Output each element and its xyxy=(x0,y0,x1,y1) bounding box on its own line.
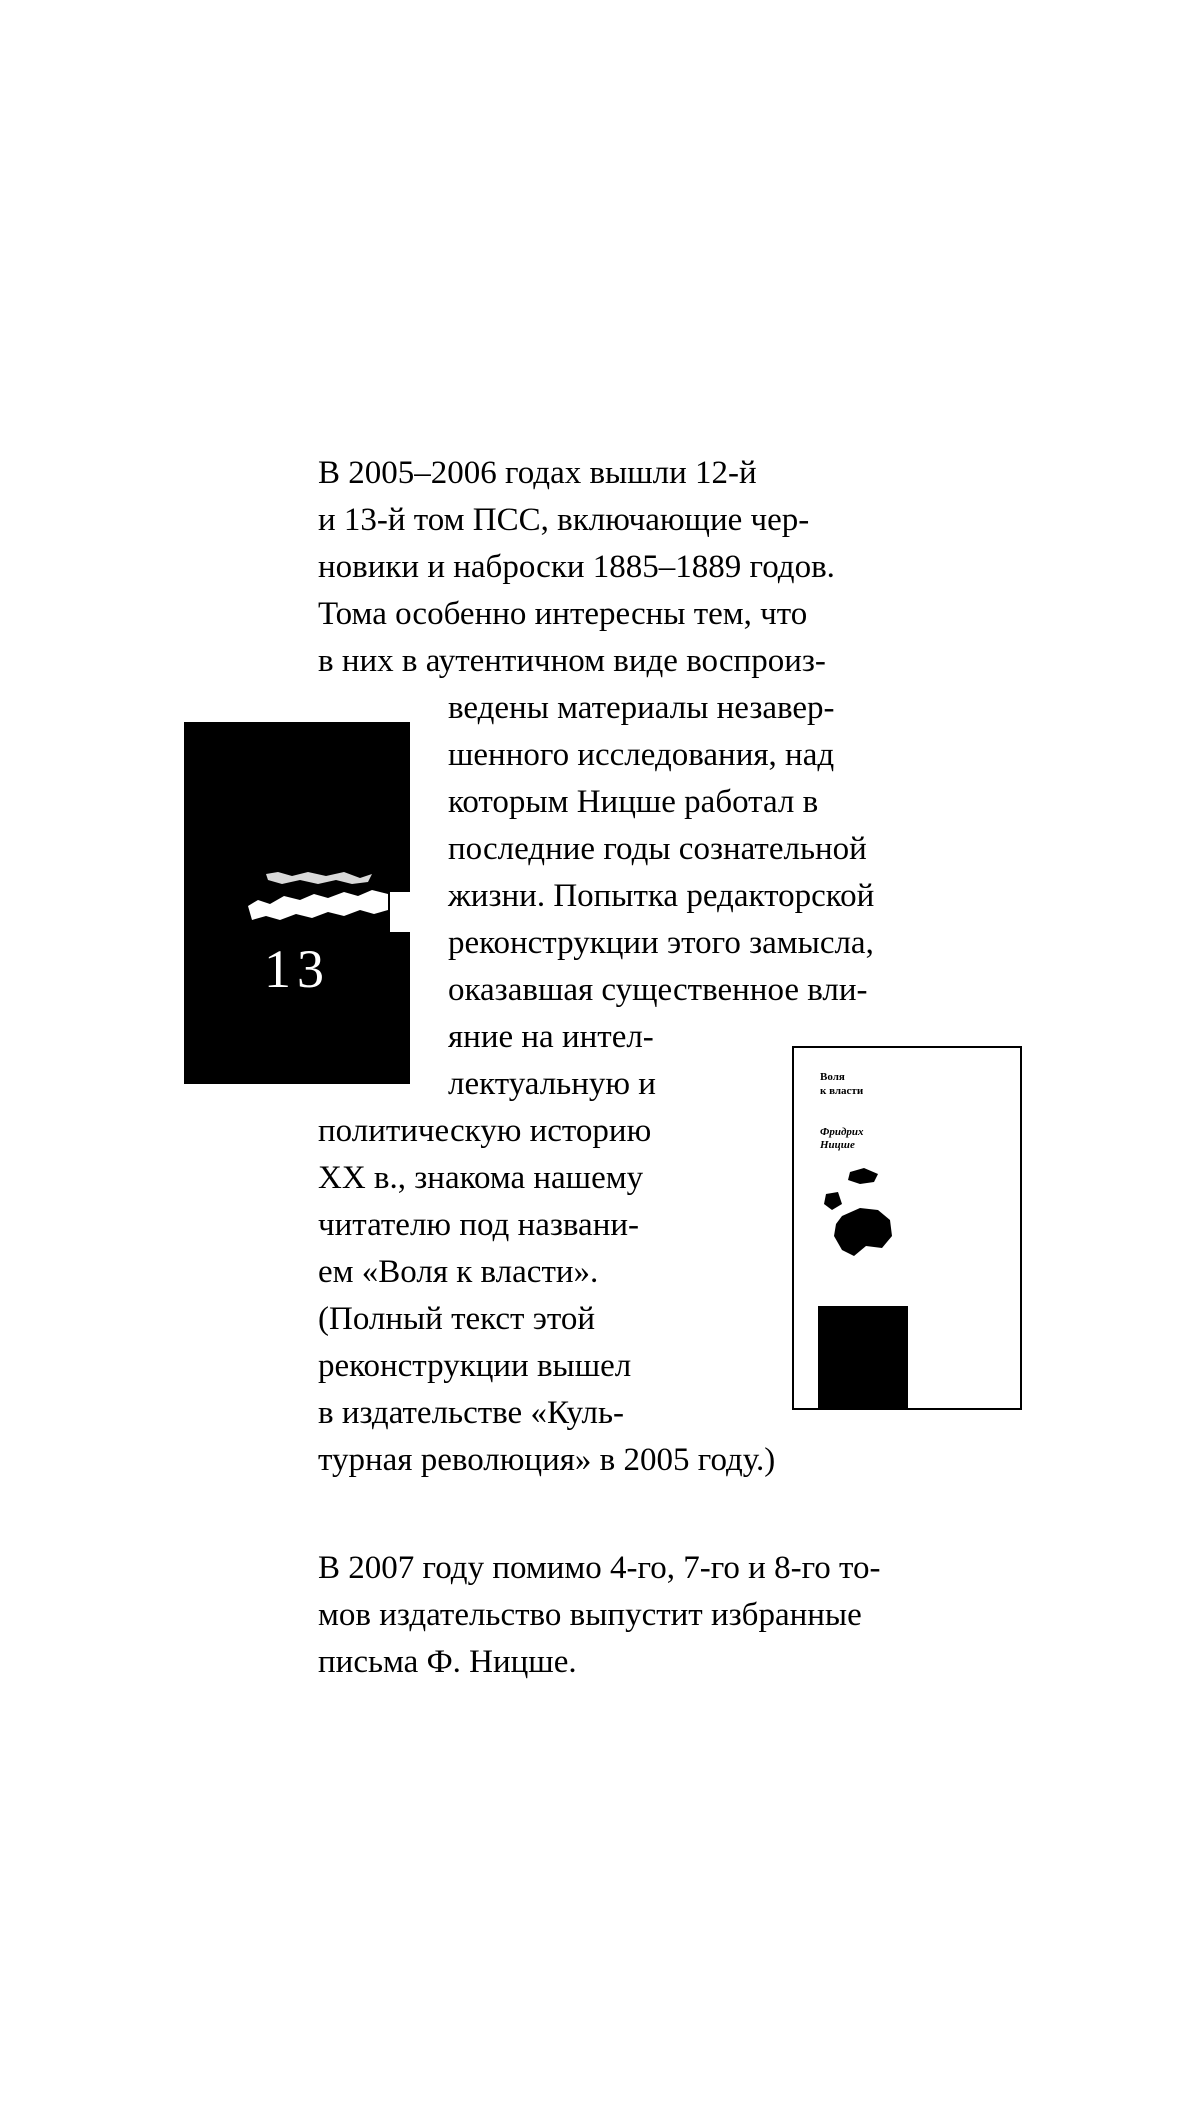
text-line: (Полный текст этой xyxy=(318,1301,596,1337)
text-line: реконструкции этого замысла, xyxy=(448,925,874,961)
text-line: ем «Воля к власти». xyxy=(318,1254,599,1290)
text-line: письма Ф. Ницше. xyxy=(318,1644,577,1680)
text-line: последние годы сознательной xyxy=(448,831,867,867)
text-line: жизни. Попытка редакторской xyxy=(448,878,875,914)
text-line: Тома особенно интересны тем, что xyxy=(318,596,808,632)
text-line: которым Ницше работал в xyxy=(448,784,819,820)
text-line: читателю под названи- xyxy=(318,1207,640,1243)
text-line: XX в., знакома нашему xyxy=(318,1160,644,1196)
text-line: реконструкции вышел xyxy=(318,1348,632,1384)
cover-title: Воля к власти xyxy=(820,1071,864,1097)
text-line: политическую историю xyxy=(318,1113,652,1149)
text-line: шенного исследования, над xyxy=(448,737,835,773)
text-line: лектуальную и xyxy=(448,1066,656,1102)
cover-black-block xyxy=(818,1306,908,1410)
text-line: и 13-й том ПСС, включающие чер- xyxy=(318,502,810,538)
text-line: яние на интел- xyxy=(448,1019,654,1055)
cover-notch xyxy=(390,892,410,932)
cover-map-graphic xyxy=(820,1164,910,1274)
text-line: новики и наброски 1885–1889 годов. xyxy=(318,549,835,585)
text-line: В 2005–2006 годах вышли 12-й xyxy=(318,455,757,491)
cover-author: Фридрих Ницше xyxy=(820,1126,864,1151)
cover-torn-paper-graphic xyxy=(248,870,388,926)
volume-13-cover-image xyxy=(184,722,410,1084)
volume-number: 13 xyxy=(264,939,330,999)
text-line: ведены материалы незавер- xyxy=(448,690,835,726)
text-line: в них в аутентичном виде воспроиз- xyxy=(318,643,826,679)
text-line: мов издательство выпустит избранные xyxy=(318,1597,862,1633)
text-line: турная революция» в 2005 году.) xyxy=(318,1442,776,1478)
text-line: оказавшая существенное вли- xyxy=(448,972,868,1008)
will-to-power-cover-image xyxy=(792,1046,1022,1410)
text-line: В 2007 году помимо 4-го, 7-го и 8-го то- xyxy=(318,1550,881,1586)
text-line: в издательстве «Куль- xyxy=(318,1395,625,1431)
